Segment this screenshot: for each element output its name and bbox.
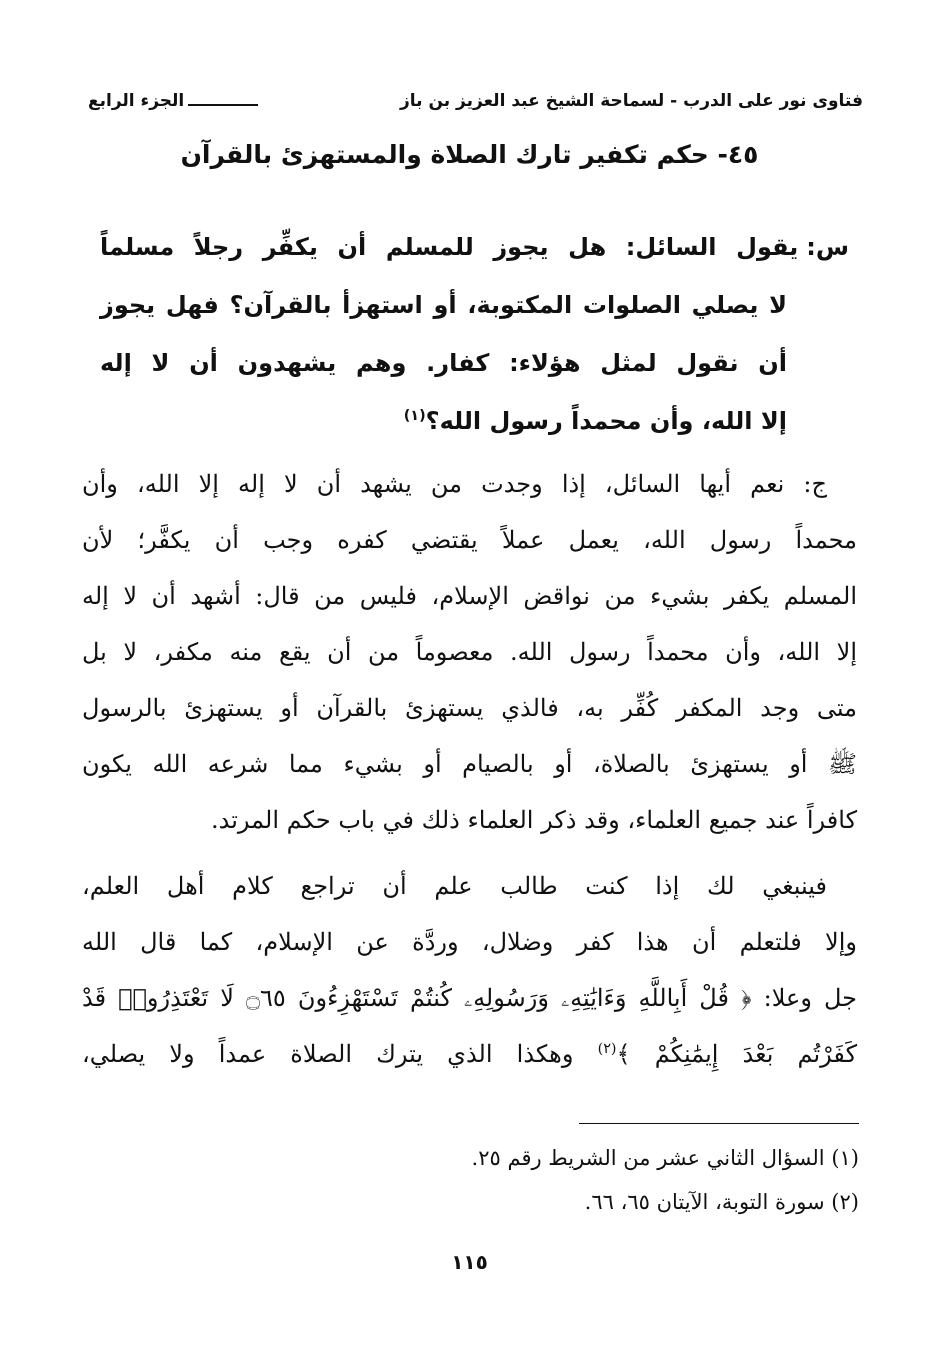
answer-line: كافراً عند جميع العلماء، وقد ذكر العلماء ذلك في باب حكم المرتد. xyxy=(211,806,857,834)
footnote-divider xyxy=(579,1123,859,1124)
answer-line: إلا الله، وأن محمداً رسول الله. معصوماً من أن يقع منه مكفر، لا بل xyxy=(82,638,857,666)
question-line xyxy=(100,392,849,450)
paragraph-line: فينبغي لك إذا كنت طالب علم أن تراجع كلام أهل العلم، xyxy=(82,872,827,900)
answer-line: ﷺ أو يستهزئ بالصلاة، أو بالصيام أو بشيء مما شرعه الله يكون xyxy=(82,750,857,778)
footnote-ref: (٢) xyxy=(597,1041,617,1057)
header-volume-group xyxy=(88,91,262,111)
answer-line: ج: نعم أيها السائل، إذا وجدت من يشهد أن لا إله إلا الله، وأن xyxy=(82,470,827,498)
header-author: لسماحة الشيخ عبد العزيز بن باز xyxy=(399,91,665,111)
question-line-text: إلا الله، وأن محمداً رسول الله؟ xyxy=(425,407,787,435)
footnotes xyxy=(100,1136,859,1224)
answer-block xyxy=(82,456,857,848)
question-block xyxy=(100,218,849,450)
question-line: لا يصلي الصلوات المكتوبة، أو استهزأ بالقرآن؟ فهل يجوز xyxy=(100,291,787,319)
answer-line: متى وجد المكفر كُفِّر به، فالذي يستهزئ بالقرآن أو يستهزئ بالرسول xyxy=(82,694,857,722)
answer-line: محمداً رسول الله، يعمل عملاً يقتضي كفره وجب أن يكفَّر؛ لأن xyxy=(82,526,857,554)
header-separator: - xyxy=(664,91,684,111)
header-volume: الجزء الرابع xyxy=(88,91,185,111)
running-header xyxy=(88,86,863,116)
footnote-ref: (١) xyxy=(403,408,426,424)
answer-line: المسلم يكفر بشيء من نواقض الإسلام، فليس من قال: أشهد أن لا إله xyxy=(82,582,857,610)
footnote: (٢) سورة التوبة، الآيتان ٦٥، ٦٦. xyxy=(584,1190,859,1214)
header-title-author xyxy=(400,91,863,111)
question-line xyxy=(100,218,849,276)
paragraph-line xyxy=(82,1026,857,1082)
question-line-text: يقول السائل: هل يجوز للمسلم أن يكفِّر رجلاً مسلماً xyxy=(100,233,799,261)
header-book-title: فتاوى نور على الدرب xyxy=(683,91,863,111)
page-number: ١١٥ xyxy=(451,1250,488,1274)
paragraph-line: وإلا فلتعلم أن هذا كفر وضلال، وردَّة عن الإسلام، كما قال الله xyxy=(82,928,857,956)
question-label: س: xyxy=(806,233,849,261)
quran-verse-line: جل وعلا: ﴿ قُلْ أَبِاللَّهِ وَءَايَٰتِهِۦ وَرَسُولِهِۦ كُنتُمْ تَسْتَهْزِءُونَ ۝٦٥ لَا تَعْتَذِرُوا۟ قَدْ xyxy=(82,984,858,1012)
header-rule xyxy=(188,104,258,106)
paragraph-text: وهكذا الذي يترك الصلاة عمداً ولا يصلي، xyxy=(82,1040,598,1068)
quran-verse: كَفَرْتُم بَعْدَ إِيمَٰنِكُمْ ﴾ xyxy=(616,1040,857,1068)
paragraph-2 xyxy=(82,858,857,1082)
section-title: ٤٥- حكم تكفير تارك الصلاة والمستهزئ بالقرآن xyxy=(180,140,759,169)
question-line: أن نقول لمثل هؤلاء: كفار. وهم يشهدون أن لا إله xyxy=(100,349,787,377)
footnote: (١) السؤال الثاني عشر من الشريط رقم ٢٥. xyxy=(471,1146,859,1170)
